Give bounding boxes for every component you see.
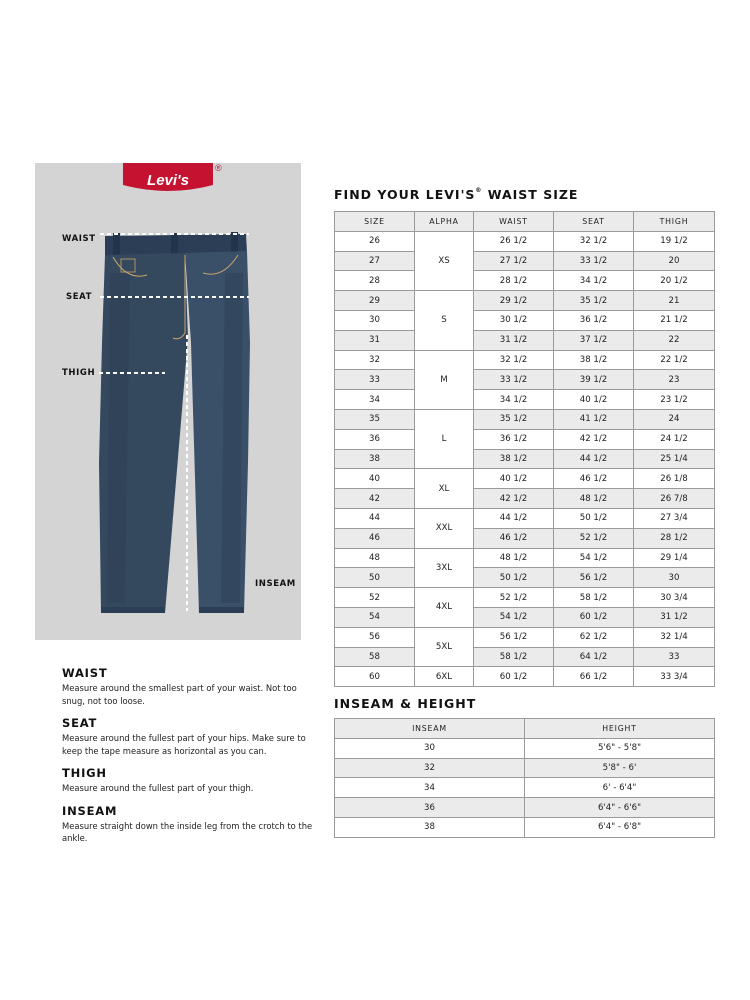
waist-cell: 46 1/2: [474, 528, 554, 548]
size-cell: 32: [335, 350, 415, 370]
waist-cell: 26 1/2: [474, 231, 554, 251]
thigh-cell: 30 3/4: [634, 588, 715, 608]
seat-cell: 40 1/2: [554, 390, 634, 410]
thigh-cell: 19 1/2: [634, 231, 715, 251]
thigh-marker-label: THIGH: [62, 368, 96, 378]
seat-cell: 62 1/2: [554, 627, 634, 647]
size-cell: 50: [335, 568, 415, 588]
seat-cell: 32 1/2: [554, 231, 634, 251]
waist-title-text: FIND YOUR LEVI'S: [334, 187, 476, 202]
table-row: [335, 291, 715, 311]
thigh-cell: 27 3/4: [634, 508, 715, 528]
table-row: [335, 798, 715, 818]
thigh-cell: 28 1/2: [634, 528, 715, 548]
thigh-cell: 32 1/4: [634, 627, 715, 647]
waist-title-registered-mark: ®: [475, 187, 483, 194]
size-cell: 60: [335, 667, 415, 687]
alpha-cell: XL: [415, 469, 474, 509]
column-header-thigh: THIGH: [634, 212, 715, 232]
waist-cell: 38 1/2: [474, 449, 554, 469]
height-cell: 5'8" - 6': [525, 758, 715, 778]
waist-cell: 30 1/2: [474, 310, 554, 330]
inseam-cell: 38: [335, 817, 525, 837]
seat-cell: 36 1/2: [554, 310, 634, 330]
definition-waist: [62, 666, 317, 707]
table-row: [335, 667, 715, 687]
column-header-inseam: INSEAM: [335, 719, 525, 739]
table-row: [335, 528, 715, 548]
size-cell: 38: [335, 449, 415, 469]
table-row: [335, 310, 715, 330]
definition-title: WAIST: [62, 666, 108, 680]
waist-marker-label: WAIST: [62, 234, 96, 244]
waist-cell: 31 1/2: [474, 330, 554, 350]
waist-size-title: [334, 187, 578, 202]
size-cell: 48: [335, 548, 415, 568]
waist-table-header-row: [335, 212, 715, 232]
alpha-cell: 6XL: [415, 667, 474, 687]
definition-text: Measure around the smallest part of your waist. Not too snug, not too loose.: [62, 683, 297, 706]
alpha-cell: M: [415, 350, 474, 409]
height-cell: 6'4" - 6'6": [525, 798, 715, 818]
thigh-cell: 26 7/8: [634, 489, 715, 509]
definition-title: INSEAM: [62, 803, 118, 818]
waist-cell: 32 1/2: [474, 350, 554, 370]
inseam-cell: 36: [335, 798, 525, 818]
column-header-waist: WAIST: [474, 212, 554, 232]
waist-cell: 52 1/2: [474, 588, 554, 608]
table-row: [335, 429, 715, 449]
alpha-cell: S: [415, 291, 474, 350]
size-cell: 26: [335, 231, 415, 251]
column-header-height: HEIGHT: [525, 719, 715, 739]
table-row: [335, 489, 715, 509]
size-cell: 56: [335, 627, 415, 647]
size-cell: 52: [335, 588, 415, 608]
table-row: [335, 370, 715, 390]
thigh-cell: 24: [634, 409, 715, 429]
thigh-cell: 21: [634, 291, 715, 311]
height-cell: 5'6" - 5'8": [525, 738, 715, 758]
table-row: [335, 627, 715, 647]
thigh-cell: 23: [634, 370, 715, 390]
column-header-size: SIZE: [335, 212, 415, 232]
seat-cell: 58 1/2: [554, 588, 634, 608]
table-row: [335, 568, 715, 588]
alpha-cell: 3XL: [415, 548, 474, 588]
inseam-height-title: INSEAM & HEIGHT: [334, 696, 477, 711]
thigh-cell: 29 1/4: [634, 548, 715, 568]
table-row: [335, 390, 715, 410]
table-row: [335, 251, 715, 271]
logo-registered-mark: ®: [215, 163, 222, 173]
definition-thigh: [62, 766, 317, 795]
seat-cell: 48 1/2: [554, 489, 634, 509]
seat-cell: 42 1/2: [554, 429, 634, 449]
thigh-cell: 22 1/2: [634, 350, 715, 370]
table-row: [335, 738, 715, 758]
inseam-height-table: [334, 718, 715, 838]
seat-cell: 46 1/2: [554, 469, 634, 489]
waist-cell: 48 1/2: [474, 548, 554, 568]
waist-size-table: [334, 211, 715, 687]
seat-cell: 52 1/2: [554, 528, 634, 548]
seat-cell: 34 1/2: [554, 271, 634, 291]
table-row: [335, 231, 715, 251]
thigh-cell: 33 3/4: [634, 667, 715, 687]
waist-cell: 35 1/2: [474, 409, 554, 429]
seat-cell: 66 1/2: [554, 667, 634, 687]
waist-cell: 34 1/2: [474, 390, 554, 410]
jeans-illustration-panel: [35, 163, 301, 640]
waist-cell: 28 1/2: [474, 271, 554, 291]
table-row: [335, 449, 715, 469]
alpha-cell: 4XL: [415, 588, 474, 628]
alpha-cell: L: [415, 409, 474, 468]
definition-title: THIGH: [62, 766, 107, 780]
table-row: [335, 330, 715, 350]
seat-cell: 64 1/2: [554, 647, 634, 667]
thigh-cell: 23 1/2: [634, 390, 715, 410]
table-row: [335, 588, 715, 608]
size-cell: 35: [335, 409, 415, 429]
thigh-cell: 24 1/2: [634, 429, 715, 449]
size-cell: 58: [335, 647, 415, 667]
size-cell: 42: [335, 489, 415, 509]
thigh-cell: 30: [634, 568, 715, 588]
waist-cell: 40 1/2: [474, 469, 554, 489]
seat-marker-label: SEAT: [66, 292, 93, 302]
height-cell: 6' - 6'4": [525, 778, 715, 798]
size-cell: 28: [335, 271, 415, 291]
measurement-definitions: [62, 666, 317, 854]
alpha-cell: XXL: [415, 508, 474, 548]
inseam-marker-label: INSEAM: [255, 579, 296, 589]
seat-cell: 38 1/2: [554, 350, 634, 370]
table-row: [335, 548, 715, 568]
waist-cell: 36 1/2: [474, 429, 554, 449]
definition-inseam: [62, 804, 317, 845]
seat-cell: 37 1/2: [554, 330, 634, 350]
levis-logo: [123, 163, 222, 191]
table-row: [335, 817, 715, 837]
thigh-cell: 26 1/8: [634, 469, 715, 489]
table-row: [335, 758, 715, 778]
definition-text: Measure around the fullest part of your thigh.: [62, 783, 254, 793]
size-cell: 29: [335, 291, 415, 311]
alpha-cell: 5XL: [415, 627, 474, 667]
waist-cell: 44 1/2: [474, 508, 554, 528]
table-row: [335, 271, 715, 291]
waist-cell: 29 1/2: [474, 291, 554, 311]
column-header-seat: SEAT: [554, 212, 634, 232]
inseam-cell: 34: [335, 778, 525, 798]
size-cell: 46: [335, 528, 415, 548]
thigh-cell: 31 1/2: [634, 607, 715, 627]
column-header-alpha: ALPHA: [415, 212, 474, 232]
table-row: [335, 778, 715, 798]
table-row: [335, 647, 715, 667]
size-cell: 54: [335, 607, 415, 627]
thigh-cell: 25 1/4: [634, 449, 715, 469]
definition-seat: [62, 716, 317, 757]
table-row: [335, 469, 715, 489]
seat-cell: 35 1/2: [554, 291, 634, 311]
size-cell: 30: [335, 310, 415, 330]
thigh-cell: 33: [634, 647, 715, 667]
seat-cell: 44 1/2: [554, 449, 634, 469]
seat-cell: 50 1/2: [554, 508, 634, 528]
seat-cell: 60 1/2: [554, 607, 634, 627]
alpha-cell: XS: [415, 231, 474, 290]
thigh-cell: 21 1/2: [634, 310, 715, 330]
table-row: [335, 607, 715, 627]
waist-cell: 60 1/2: [474, 667, 554, 687]
definition-text: Measure straight down the inside leg from the crotch to the ankle.: [62, 820, 313, 843]
waist-cell: 50 1/2: [474, 568, 554, 588]
size-cell: 33: [335, 370, 415, 390]
height-cell: 6'4" - 6'8": [525, 817, 715, 837]
definition-text: Measure around the fullest part of your hips. Make sure to keep the tape measure as horizontal as you can.: [62, 733, 306, 756]
inseam-cell: 32: [335, 758, 525, 778]
seat-cell: 33 1/2: [554, 251, 634, 271]
size-cell: 27: [335, 251, 415, 271]
thigh-cell: 20: [634, 251, 715, 271]
table-row: [335, 409, 715, 429]
waist-title-end: WAIST SIZE: [482, 187, 579, 202]
size-cell: 36: [335, 429, 415, 449]
size-cell: 44: [335, 508, 415, 528]
waist-cell: 54 1/2: [474, 607, 554, 627]
waist-cell: 27 1/2: [474, 251, 554, 271]
waist-cell: 42 1/2: [474, 489, 554, 509]
waist-table-body: [335, 231, 715, 686]
inseam-table-body: [335, 738, 715, 837]
inseam-cell: 30: [335, 738, 525, 758]
size-cell: 31: [335, 330, 415, 350]
size-cell: 34: [335, 390, 415, 410]
thigh-cell: 22: [634, 330, 715, 350]
logo-wordmark: Levi's: [147, 172, 189, 189]
thigh-cell: 20 1/2: [634, 271, 715, 291]
seat-cell: 39 1/2: [554, 370, 634, 390]
waist-cell: 58 1/2: [474, 647, 554, 667]
waist-cell: 56 1/2: [474, 627, 554, 647]
definition-title: SEAT: [62, 716, 98, 730]
seat-cell: 41 1/2: [554, 409, 634, 429]
table-row: [335, 508, 715, 528]
table-row: [335, 350, 715, 370]
seat-cell: 56 1/2: [554, 568, 634, 588]
waist-cell: 33 1/2: [474, 370, 554, 390]
seat-cell: 54 1/2: [554, 548, 634, 568]
size-cell: 40: [335, 469, 415, 489]
inseam-table-header-row: [335, 719, 715, 739]
